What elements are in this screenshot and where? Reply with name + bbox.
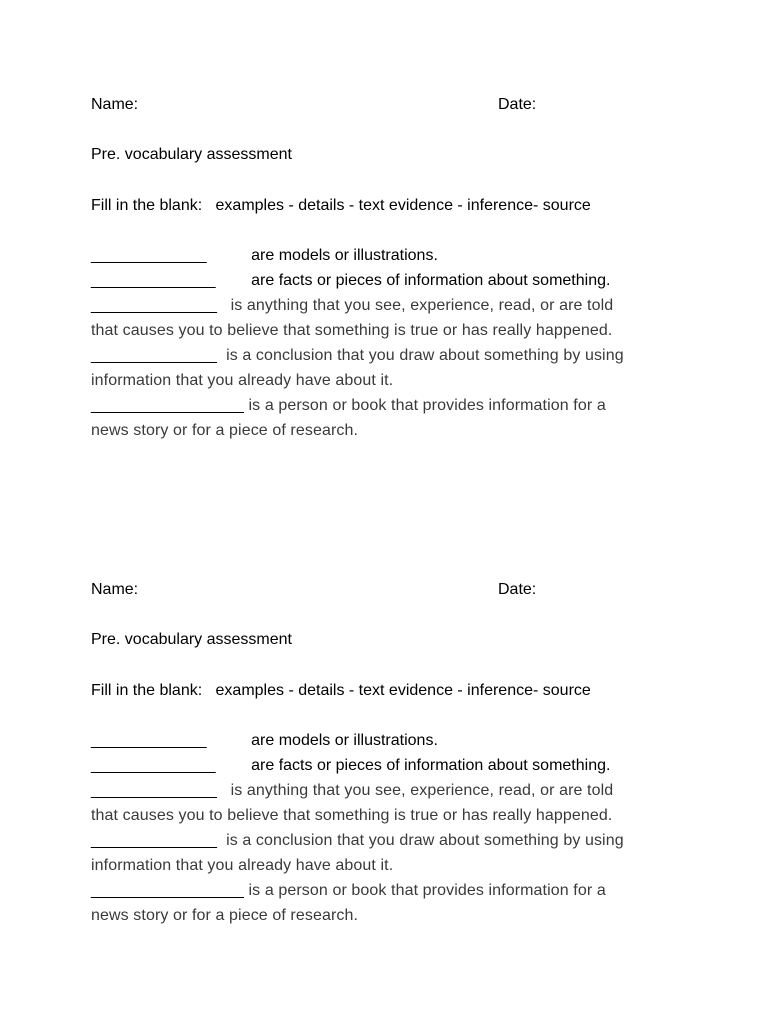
question-text: are facts or pieces of information about something. (251, 757, 611, 774)
name-label: Name: (91, 581, 139, 598)
answer-blank: ______________ (91, 297, 217, 314)
date-label: Date: (498, 581, 537, 598)
assessment-title: Pre. vocabulary assessment (91, 631, 292, 648)
date-label: Date: (498, 96, 537, 113)
fill-in-instructions (91, 196, 591, 215)
answer-blank: _________________ (91, 882, 244, 899)
question-text: are models or illustrations. (251, 732, 438, 749)
word-bank: examples - details - text evidence - inference- source (215, 197, 591, 214)
question-4-continued: information that you already have about it. (91, 372, 394, 389)
word-bank: examples - details - text evidence - inference- source (215, 682, 591, 699)
assessment-title: Pre. vocabulary assessment (91, 146, 292, 163)
question-1 (91, 731, 438, 750)
fill-label: Fill in the blank: (91, 682, 203, 699)
question-1 (91, 246, 438, 265)
question-5 (91, 881, 606, 900)
question-4 (91, 346, 624, 365)
question-3-continued: that causes you to believe that something is true or has really happened. (91, 807, 613, 824)
question-text: is anything that you see, experience, read, or are told (230, 297, 614, 314)
answer-blank: ______________ (91, 347, 217, 364)
question-text: is a conclusion that you draw about something by using (226, 347, 624, 364)
question-text: is a conclusion that you draw about something by using (226, 832, 624, 849)
question-text: is anything that you see, experience, read, or are told (230, 782, 614, 799)
question-5-continued: news story or for a piece of research. (91, 907, 359, 924)
question-5 (91, 396, 606, 415)
question-text: are models or illustrations. (251, 247, 438, 264)
answer-blank: _________________ (91, 397, 244, 414)
question-text: is a person or book that provides information for a (248, 882, 606, 899)
answer-blank: ______________ (91, 782, 217, 799)
question-text: are facts or pieces of information about something. (251, 272, 611, 289)
question-2 (91, 271, 610, 290)
answer-blank: ______________ (91, 272, 216, 289)
name-label: Name: (91, 96, 139, 113)
question-4 (91, 831, 624, 850)
question-2 (91, 756, 610, 775)
answer-blank: _____________ (91, 732, 207, 749)
answer-blank: ______________ (91, 832, 217, 849)
question-5-continued: news story or for a piece of research. (91, 422, 359, 439)
question-4-continued: information that you already have about it. (91, 857, 394, 874)
question-3-continued: that causes you to believe that something is true or has really happened. (91, 322, 613, 339)
question-3 (91, 781, 613, 800)
question-3 (91, 296, 613, 315)
question-text: is a person or book that provides information for a (248, 397, 606, 414)
answer-blank: _____________ (91, 247, 207, 264)
fill-in-instructions (91, 681, 591, 700)
fill-label: Fill in the blank: (91, 197, 203, 214)
answer-blank: ______________ (91, 757, 216, 774)
